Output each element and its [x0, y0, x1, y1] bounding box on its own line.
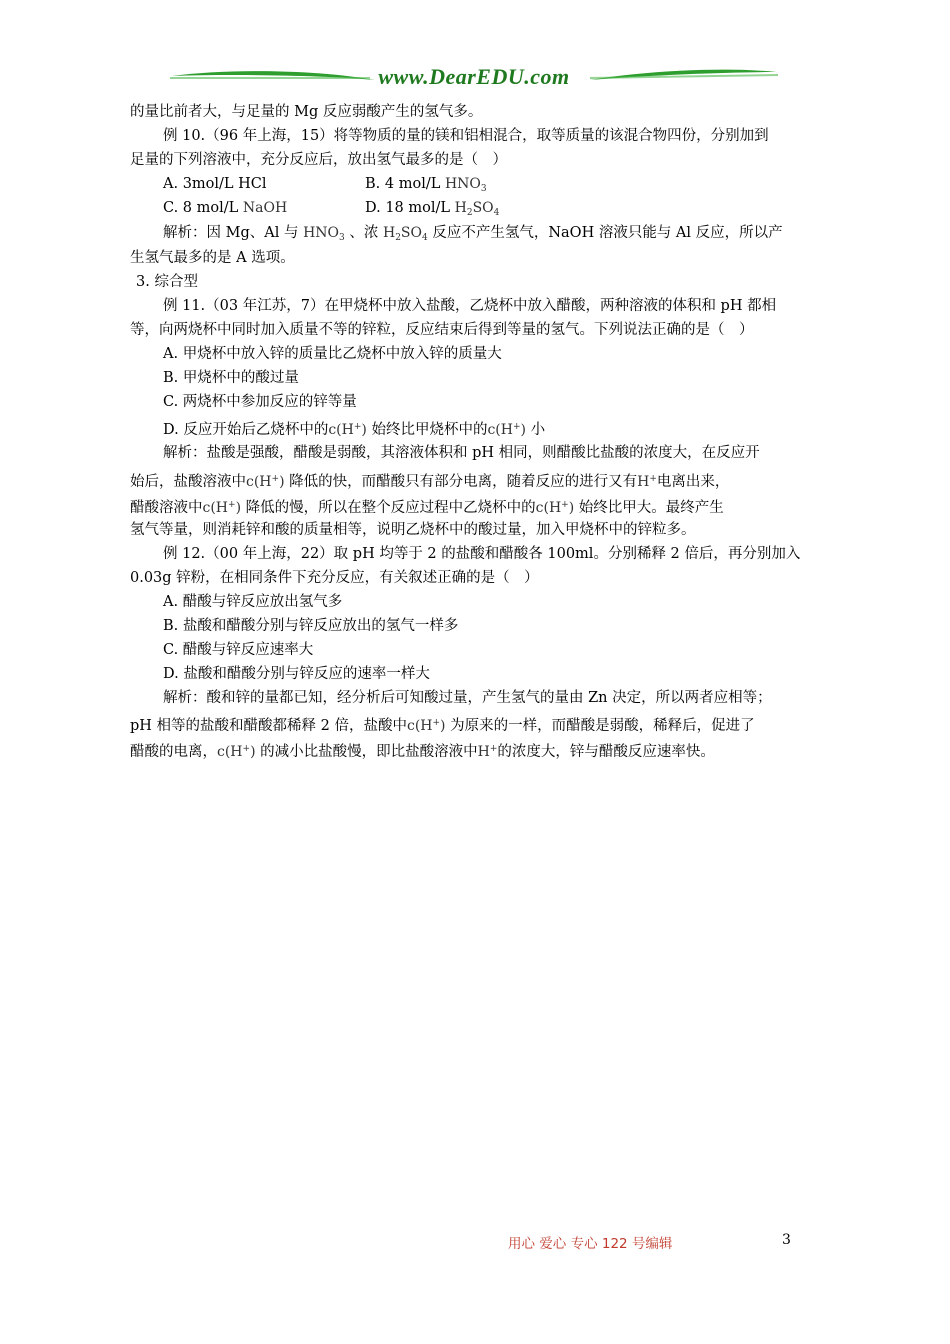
footer-credit: 用心 爱心 专心 122 号编辑 — [508, 1236, 673, 1252]
text-line: 0.03g 锌粉，在相同条件下充分反应，有关叙述正确的是（ ） — [130, 570, 539, 586]
text-line: 始后，盐酸溶液中c(H+) 降低的快，而醋酸只有部分电离，随着反应的进行又有H+电离出来， — [130, 474, 730, 490]
option-c: C. 8 mol/L NaOH — [163, 200, 288, 216]
option-d: D. 反应开始后乙烧杯中的c(H+) 始终比甲烧杯中的c(H+) 小 — [163, 422, 546, 438]
option-b: B. 4 mol/L $HNO_3$ — [365, 176, 487, 194]
text-line: 氢气等量，则消耗锌和酸的质量相等，说明乙烧杯中的酸过量，加入甲烧杯中的锌粒多。 — [130, 522, 696, 538]
option-a: A. 甲烧杯中放入锌的质量比乙烧杯中放入锌的质量大 — [163, 346, 502, 362]
text-line: 醋酸的电离，c(H+) 的减小比盐酸慢，即比盐酸溶液中H+的浓度大，锌与醋酸反应速率快。 — [130, 744, 715, 760]
text-line: 等，向两烧杯中同时加入质量不等的锌粒，反应结束后得到等量的氢气。下列说法正确的是（ ） — [130, 322, 754, 338]
example-12-title: 例 12.（00 年上海，22）取 pH 均等于 2 的盐酸和醋酸各 100ml。分别稀释 2 倍后，再分别加入 — [163, 546, 801, 562]
option-a: A. 醋酸与锌反应放出氢气多 — [163, 594, 343, 610]
option-b: B. 甲烧杯中的酸过量 — [163, 370, 299, 386]
text-line: 醋酸溶液中c(H+) 降低的慢，所以在整个反应过程中乙烧杯中的c(H+) 始终比甲大。最终产生 — [130, 500, 724, 516]
solution-12: 解析：酸和锌的量都已知，经分析后可知酸过量，产生氢气的量由 Zn 决定，所以两者应相等； — [163, 690, 772, 706]
text-line: 足量的下列溶液中，充分反应后，放出氢气最多的是（ ） — [130, 152, 507, 168]
section-heading: 3. 综合型 — [136, 274, 198, 290]
option-a: A. 3mol/L HCl — [163, 176, 267, 192]
option-c: C. 两烧杯中参加反应的锌等量 — [163, 394, 357, 410]
text-line: 生氢气最多的是 A 选项。 — [130, 250, 295, 266]
text-line: 的量比前者大，与足量的 Mg 反应弱酸产生的氢气多。 — [130, 104, 483, 120]
option-row — [130, 196, 820, 220]
solution-10: 解析：因 Mg、Al 与 $HNO_3$ 、浓 $H_2SO_4$ 反应不产生氢气，NaOH 溶液只能与 Al 反应，所以产 — [163, 225, 783, 243]
formula-h2so4: $H_2SO_4$ — [454, 200, 500, 218]
header-banner — [170, 62, 778, 92]
option-b: B. 盐酸和醋酸分别与锌反应放出的氢气一样多 — [163, 618, 459, 634]
solution-11: 解析：盐酸是强酸，醋酸是弱酸，其溶液体积和 pH 相同，则醋酸比盐酸的浓度大，在反应开 — [163, 445, 760, 461]
option-d: D. 18 mol/L $H_2SO_4$ — [365, 200, 500, 218]
document-body — [130, 100, 820, 762]
site-url[interactable]: www.DearEDU.com — [378, 64, 570, 89]
example-10-title: 例 10.（96 年上海，15）将等物质的量的镁和铝相混合，取等质量的该混合物四份，分别加到 — [163, 128, 769, 144]
option-row — [130, 172, 820, 196]
formula-hno3: $HNO_3$ — [444, 176, 487, 194]
page-number: 3 — [782, 1232, 791, 1248]
example-11-title: 例 11.（03 年江苏，7）在甲烧杯中放入盐酸，乙烧杯中放入醋酸，两种溶液的体积和 pH 都相 — [163, 298, 777, 314]
text-line: pH 相等的盐酸和醋酸都稀释 2 倍，盐酸中c(H+) 为原来的一样，而醋酸是弱酸，稀释后，促进了 — [130, 718, 755, 734]
option-c: C. 醋酸与锌反应速率大 — [163, 642, 314, 658]
option-d: D. 盐酸和醋酸分别与锌反应的速率一样大 — [163, 666, 430, 682]
